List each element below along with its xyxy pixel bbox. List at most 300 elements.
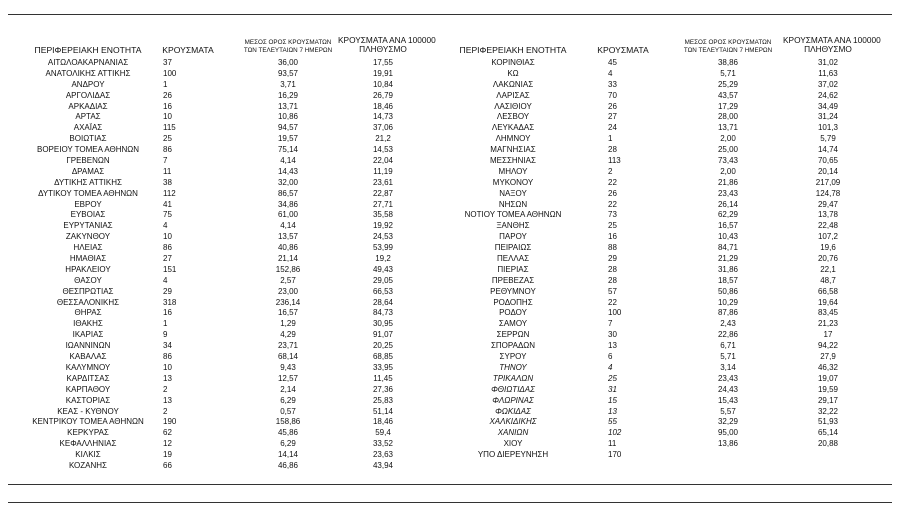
table-cell: 34,86 [277,199,299,209]
table-cell: 152,86 [275,264,301,274]
table-cell: 43,94 [372,460,394,470]
table-cell: 17,55 [372,58,394,67]
table-cell: ΦΩΚΙΔΑΣ [495,406,531,416]
table-cell: 21,14 [277,254,299,264]
table-cell: 5,57 [720,406,736,416]
table-cell: 86 [163,352,172,362]
table-cell: 62 [163,428,172,438]
table-row [8,102,892,113]
table-cell: 21,29 [717,254,739,264]
table-cell: ΜΗΛΟΥ [498,166,528,176]
table-cell: 70,65 [817,156,839,166]
table-cell: ΠΕΙΡΑΙΩΣ [494,243,532,253]
table-cell: 1 [163,79,168,89]
table-cell: 22 [608,177,617,187]
table-cell: 25,00 [717,145,739,155]
table-row [8,123,892,134]
table-cell: ΒΟΙΩΤΙΑΣ [69,134,107,144]
table-cell: 20,76 [817,254,839,264]
table-cell: 93,57 [277,68,299,78]
table-cell: ΘΕΣΣΑΛΟΝΙΚΗΣ [56,297,120,307]
table-cell: ΛΑΡΙΣΑΣ [496,90,530,100]
table-cell: 25 [608,373,617,383]
table-cell: 16,57 [717,221,739,231]
table-cell: 83,45 [817,308,839,318]
table-cell: 11 [163,166,172,176]
table-cell: 19,91 [372,68,394,78]
table-cell: 15 [608,395,617,405]
table-cell: 48,7 [820,275,836,285]
table-row [8,200,892,211]
table-cell: 36,00 [277,58,299,67]
table-cell: 4,29 [280,330,296,340]
table-cell: ΚΑΣΤΟΡΙΑΣ [65,395,111,405]
table-cell: 23,71 [277,341,299,351]
table-cell: 1 [608,134,613,144]
table-cell: 13 [608,406,617,416]
table-cell: 22 [608,199,617,209]
table-cell: 34,49 [817,101,839,111]
bottom-rule-2 [8,502,892,503]
table-row [8,385,892,396]
table-cell: ΝΗΣΩΝ [498,199,528,209]
table-cell: 115 [163,123,176,133]
table-cell: 14,74 [817,145,839,155]
table-cell: ΣΠΟΡΑΔΩΝ [490,341,536,351]
table-cell: ΚΑΛΥΜΝΟΥ [65,362,111,372]
table-row [8,308,892,319]
table-row [8,396,892,407]
table-cell: 94,22 [817,341,839,351]
table-row [8,178,892,189]
table-cell: 23,43 [717,373,739,383]
table-cell: ΘΕΣΠΡΩΤΙΑΣ [62,286,114,296]
top-rule [8,14,892,15]
table-cell: 14,14 [277,450,299,460]
table-cell: 29 [163,286,172,296]
table-cell: 21,86 [717,177,739,187]
table-cell: ΠΕΛΛΑΣ [496,254,530,264]
table-cell: 10 [163,112,172,122]
table-cell: ΙΩΑΝΝΙΝΩΝ [65,341,111,351]
table-row [8,112,892,123]
table-cell: 2,00 [720,134,736,144]
table-cell: ΝΑΞΟΥ [499,188,527,198]
table-cell: 14,73 [372,112,394,122]
table-cell: 59,4 [375,428,391,438]
table-row [8,167,892,178]
table-cell: 24,43 [717,384,739,394]
table-cell: 24,62 [817,90,839,100]
table-cell: ΠΙΕΡΙΑΣ [497,264,529,274]
table-row [8,221,892,232]
table-cell: ΘΑΣΟΥ [74,275,102,285]
table-cell: 2,43 [720,319,736,329]
table-cell: ΥΠΟ ΔΙΕΡΕΥΝΗΣΗ [477,450,549,460]
table-cell: 73,43 [717,156,739,166]
table-cell: 2 [163,406,168,416]
header-per100k-left: ΚΡΟΥΣΜΑΤΑ ΑΝΑ 100000 ΠΛΗΘΥΣΜΟ [338,35,436,54]
table-cell: 21,2 [375,134,391,144]
table-cell: 26 [608,101,617,111]
table-cell: 29,05 [372,275,394,285]
table-cell: 18,57 [717,275,739,285]
table-cell: 28 [608,275,617,285]
table-cell: 65,14 [817,428,839,438]
table-cell: 16,29 [277,90,299,100]
table-cell: 32,22 [817,406,839,416]
table-cell: 33 [608,79,617,89]
table-cell: 190 [163,417,177,427]
table-cell: 75,14 [277,145,299,155]
table-row [8,243,892,254]
table-cell: ΜΥΚΟΝΟΥ [492,177,534,187]
table-cell: 19,2 [375,254,391,264]
table-row [8,374,892,385]
table-cell: ΚΑΒΑΛΑΣ [69,352,107,362]
table-cell: ΑΡΚΑΔΙΑΣ [68,101,108,111]
table-cell: ΑΡΓΟΛΙΔΑΣ [65,90,111,100]
table-row [8,330,892,341]
table-cell: 5,71 [720,352,736,362]
table-cell: 24,53 [372,232,394,242]
table-cell: 10,29 [717,297,739,307]
table-cell: 11,63 [818,68,838,78]
table-cell: 101,3 [817,123,839,133]
table-row [8,276,892,287]
table-cell: ΝΟΤΙΟΥ ΤΟΜΕΑ ΑΘΗΝΩΝ [464,210,562,220]
table-cell: 45 [608,58,617,67]
table-cell: 22,87 [372,188,394,198]
table-cell: 5,79 [820,134,836,144]
table-row [8,439,892,450]
table-row [8,69,892,80]
table-row [8,210,892,221]
table-cell: 18,46 [372,417,394,427]
table-cell: 49,43 [372,264,394,274]
table-cell: 170 [608,450,622,460]
table-cell: 6,29 [280,439,296,449]
table-row [8,265,892,276]
table-cell: 100 [608,308,622,318]
table-cell: ΕΥΒΟΙΑΣ [70,210,106,220]
table-cell: ΜΑΓΝΗΣΙΑΣ [490,145,536,155]
table-cell: ΚΑΡΠΑΘΟΥ [65,384,111,394]
header-per100k-right: ΚΡΟΥΣΜΑΤΑ ΑΝΑ 100000 ΠΛΗΘΥΣΜΟ [783,35,881,54]
table-cell: ΒΟΡΕΙΟΥ ΤΟΜΕΑ ΑΘΗΝΩΝ [36,145,140,155]
table-cell: ΦΛΩΡΙΝΑΣ [492,395,534,405]
table-cell: 26,79 [372,90,394,100]
table-cell: 66,53 [372,286,394,296]
table-cell: ΛΗΜΝΟΥ [495,134,531,144]
table-cell: 50,86 [717,286,739,296]
table-cell: 37 [163,58,172,67]
table-cell: 19,59 [817,384,839,394]
table-cell: 14,43 [277,166,299,176]
table-cell: 16 [608,232,617,242]
table-cell: 16 [163,101,172,111]
header-cases-right: ΚΡΟΥΣΜΑΤΑ [597,45,649,55]
table-cell: 31 [608,384,617,394]
table-cell: 10 [163,362,172,372]
table-row [8,363,892,374]
table-cell: ΙΘΑΚΗΣ [73,319,103,329]
table-cell: 22,86 [717,330,739,340]
table-cell: ΕΥΡΥΤΑΝΙΑΣ [63,221,113,231]
table-cell: ΚΕΑΣ - ΚΥΘΝΟΥ [57,406,119,416]
table-body [8,58,892,472]
table-cell: 107,2 [817,232,839,242]
table-row [8,352,892,363]
table-cell: 84,71 [717,243,739,253]
table-cell: ΚΕΝΤΡΙΚΟΥ ΤΟΜΕΑ ΑΘΗΝΩΝ [32,417,144,427]
table-cell: 45,86 [277,428,299,438]
table-cell: 158,86 [275,417,301,427]
table-cell: 4,14 [280,156,296,166]
table-cell: 4 [608,68,613,78]
table-cell: 61,00 [277,210,299,220]
table-cell: 20,14 [817,166,839,176]
table-cell: ΑΧΑΪΑΣ [73,123,103,133]
table-cell: 29 [608,254,617,264]
table-cell: 100 [163,68,177,78]
table-cell: 25,29 [717,79,739,89]
table-cell: 70 [608,90,617,100]
table-cell: 102 [608,428,622,438]
table-cell: 25 [163,134,172,144]
cases-table [8,34,892,472]
table-cell: 46,86 [277,460,299,470]
table-cell: 13 [608,341,617,351]
table-cell: 40,86 [277,243,299,253]
table-cell: 88 [608,243,617,253]
table-cell: 19,6 [820,243,836,253]
table-cell: ΧΙΟΥ [503,439,523,449]
header-avg-right: ΜΕΣΟΣ ΟΡΟΣ ΚΡΟΥΣΜΑΤΩΝ ΤΩΝ ΤΕΛΕΥΤΑΙΩΝ 7 ΗΜΕΡΩΝ [683,39,773,54]
table-cell: 0,57 [280,406,296,416]
table-cell: ΑΝΔΡΟΥ [71,79,105,89]
table-cell: 66,58 [817,286,839,296]
table-cell: 23,63 [372,450,394,460]
table-cell: 13 [163,373,172,383]
table-row [8,319,892,330]
table-cell: 86,57 [277,188,299,198]
table-cell: 3,14 [720,362,736,372]
table-cell: ΡΟΔΟΠΗΣ [493,297,533,307]
table-cell: 217,09 [815,177,841,187]
table-cell: 11,19 [373,166,393,176]
table-cell: ΡΕΘΥΜΝΟΥ [490,286,536,296]
table-cell: 28 [608,145,617,155]
table-cell: 9,43 [280,362,296,372]
table-cell: ΚΕΡΚΥΡΑΣ [67,428,109,438]
table-cell: ΚΕΦΑΛΛΗΝΙΑΣ [59,439,117,449]
table-cell: 46,32 [817,362,839,372]
table-row [8,407,892,418]
table-cell: 26,14 [717,199,739,209]
table-cell: 37,02 [817,79,839,89]
table-row [8,145,892,156]
table-cell: 151 [163,264,177,274]
table-cell: 19 [163,450,172,460]
table-cell: 21,23 [817,319,839,329]
table-cell: ΓΡΕΒΕΝΩΝ [66,156,110,166]
table-cell: ΑΙΤΩΛΟΑΚΑΡΝΑΝΙΑΣ [47,58,129,67]
table-cell: 13,71 [717,123,739,133]
table-cell: 30,95 [372,319,394,329]
header-avg-left: ΜΕΣΟΣ ΟΡΟΣ ΚΡΟΥΣΜΑΤΩΝ ΤΩΝ ΤΕΛΕΥΤΑΙΩΝ 7 ΗΜΕΡΩΝ [243,39,333,54]
table-cell: 113 [608,156,621,166]
table-cell: 16 [163,308,172,318]
table-cell: 10,86 [277,112,299,122]
table-cell: 10 [163,232,172,242]
table-cell: 51,14 [372,406,394,416]
table-header [8,34,892,58]
table-cell: ΛΕΥΚΑΔΑΣ [491,123,535,133]
table-cell: 12,57 [277,373,299,383]
table-cell: 7 [608,319,613,329]
table-cell: 13 [163,395,172,405]
table-cell: 5,71 [720,68,736,78]
table-cell: ΗΡΑΚΛΕΙΟΥ [65,264,111,274]
table-cell: 11 [608,439,617,449]
table-cell: 62,29 [717,210,739,220]
table-cell: 32,29 [717,417,739,427]
table-cell: ΛΑΣΙΘΙΟΥ [494,101,532,111]
table-cell: ΗΛΕΙΑΣ [73,243,103,253]
table-cell: 2,00 [720,166,736,176]
table-cell: ΙΚΑΡΙΑΣ [72,330,104,340]
table-cell: ΚΟΖΑΝΗΣ [68,460,108,470]
table-cell: ΔΥΤΙΚΗΣ ΑΤΤΙΚΗΣ [54,177,122,187]
table-cell: 24 [608,123,617,133]
table-cell: 19,07 [817,373,839,383]
table-cell: 91,07 [372,330,394,340]
table-cell: 9 [163,330,168,340]
table-cell: 4 [163,275,168,285]
table-row [8,232,892,243]
table-cell: ΛΕΣΒΟΥ [496,112,530,122]
table-cell: 55 [608,417,617,427]
table-cell: 19,57 [277,134,299,144]
table-cell: 33,52 [372,439,394,449]
table-cell: 34 [163,341,172,351]
table-cell: 17,29 [717,101,739,111]
table-cell: 7 [163,156,168,166]
table-cell: 73 [608,210,617,220]
table-cell: 6 [608,352,613,362]
table-cell: 37,06 [372,123,394,133]
table-cell: ΚΙΛΚΙΣ [75,450,101,460]
table-cell: ΣΑΜΟΥ [498,319,528,329]
table-cell: 86 [163,145,172,155]
table-cell: 87,86 [717,308,739,318]
table-cell: 20,25 [372,341,394,351]
header-region-right: ΠΕΡΙΦΕΡΕΙΑΚΗ ΕΝΟΤΗΤΑ [459,45,567,55]
table-cell: 16,57 [277,308,299,318]
table-cell: 23,43 [717,188,739,198]
table-cell: 22,04 [372,156,394,166]
bottom-rule [8,484,892,485]
table-cell: 41 [163,199,172,209]
table-cell: 27 [608,112,617,122]
table-cell: 43,57 [717,90,739,100]
table-cell: 11,45 [373,373,393,383]
table-cell: ΚΟΡΙΝΘΙΑΣ [491,58,535,67]
table-cell: ΧΑΛΚΙΔΙΚΗΣ [489,417,537,427]
table-row [8,254,892,265]
table-cell: ΑΡΤΑΣ [75,112,101,122]
table-cell: 31,24 [817,112,839,122]
table-cell: 14,53 [372,145,394,155]
table-cell: 86 [163,243,172,253]
table-cell: 19,64 [817,297,839,307]
table-cell: 35,58 [372,210,394,220]
table-cell: 6,71 [720,341,736,351]
table-row [8,134,892,145]
table-cell: ΤΗΝΟΥ [499,362,527,372]
table-cell: 28,64 [372,297,394,307]
table-cell: 38,86 [717,58,739,67]
table-cell: ΚΩ [507,68,519,78]
table-cell: 22,48 [817,221,839,231]
table-cell: ΣΕΡΡΩΝ [496,330,530,340]
table-cell: 4 [608,362,613,372]
table-cell: 27,71 [372,199,394,209]
table-cell: ΦΘΙΩΤΙΔΑΣ [491,384,535,394]
table-cell: 38 [163,177,172,187]
table-cell: 236,14 [275,297,301,307]
table-cell: 23,61 [372,177,394,187]
table-cell: 31,86 [717,264,739,274]
table-cell: ΖΑΚΥΝΘΟΥ [65,232,111,242]
table-cell: 6,29 [280,395,296,405]
table-cell: 29,47 [817,199,839,209]
table-cell: 13,78 [817,210,839,220]
table-cell: ΞΑΝΘΗΣ [496,221,530,231]
table-cell: 94,57 [277,123,299,133]
table-cell: ΤΡΙΚΑΛΩΝ [492,373,534,383]
table-row [8,58,892,69]
table-cell: 27,36 [372,384,394,394]
table-row [8,461,892,472]
table-cell: 26 [608,188,617,198]
header-cases-left: ΚΡΟΥΣΜΑΤΑ [162,45,214,55]
table-cell: 4,14 [280,221,296,231]
table-cell: 33,95 [372,362,394,372]
table-row [8,428,892,439]
table-row [8,417,892,428]
table-cell: ΛΑΚΩΝΙΑΣ [492,79,534,89]
table-cell: 29,17 [817,395,839,405]
table-row [8,450,892,461]
table-cell: ΠΑΡΟΥ [499,232,527,242]
table-cell: 68,85 [372,352,394,362]
table-cell: 13,57 [277,232,299,242]
table-cell: 318 [163,297,177,307]
table-row [8,156,892,167]
table-row [8,341,892,352]
table-row [8,91,892,102]
table-cell: 2,57 [280,275,296,285]
table-cell: 51,93 [817,417,839,427]
table-cell: ΣΥΡΟΥ [499,352,527,362]
table-cell: 4 [163,221,168,231]
table-row [8,189,892,200]
table-cell: ΘΗΡΑΣ [74,308,102,318]
table-cell: 57 [608,286,617,296]
table-cell: ΧΑΝΙΩΝ [497,428,529,438]
